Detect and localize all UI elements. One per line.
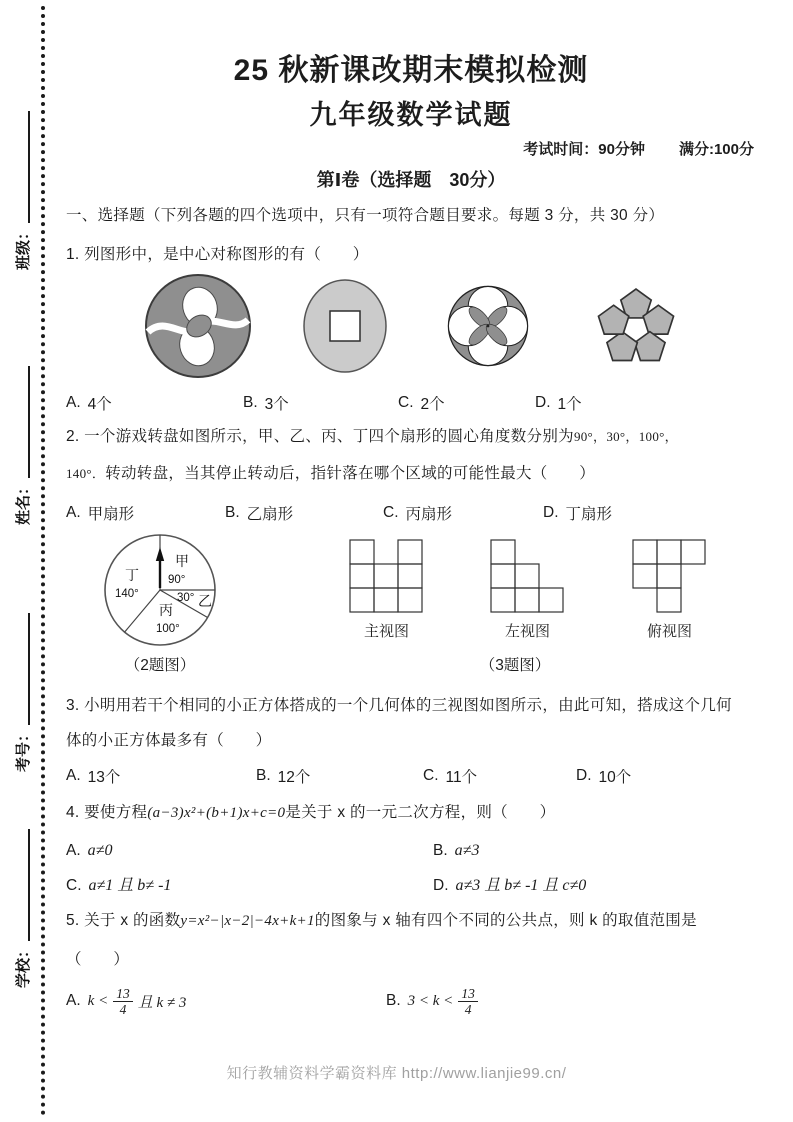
top-view-label: 俯视图 — [646, 623, 692, 640]
seal-field-class-label: 班级： — [15, 224, 32, 270]
q3-option-d: D. 10个 — [576, 767, 632, 786]
full-score: 满分:100分 — [678, 141, 754, 158]
q1-stem: 1. 列图形中，是中心对称图形的有（ ） — [66, 246, 369, 263]
sector-jia-angle: 90° — [168, 574, 186, 586]
q5-options — [66, 981, 756, 1021]
q3-option-a: A. 13个 — [66, 767, 121, 786]
figure-coin — [303, 279, 387, 373]
q1-figures — [66, 270, 756, 382]
seal-field-examno-label: 考号： — [15, 726, 32, 772]
q3-option-b: B. 12个 — [256, 767, 311, 786]
q2-figure-caption: （2题图） — [124, 657, 196, 674]
q1-options — [66, 392, 756, 414]
q3-options — [66, 765, 756, 787]
sector-bing-angle: 100° — [156, 623, 180, 635]
q4-options-row2 — [66, 874, 756, 897]
sector-jia-label: 甲 — [175, 553, 189, 569]
seal-dotted-line — [41, 6, 45, 1116]
exam-content — [66, 0, 756, 1021]
q4-stem: 4. 要使方程(a−3)x²+(b+1)x+c=0是关于 x 的一元二次方程，则（ ） — [66, 804, 556, 821]
section-heading: 第Ⅰ卷（选择题 30分） — [316, 170, 506, 190]
q3-stem-line2: 体的小正方体最多有（ ） — [66, 732, 272, 749]
q1-option-a: A. 4个 — [66, 394, 112, 413]
left-view-diagram — [490, 539, 565, 614]
sector-yi-label: 乙 — [198, 593, 212, 609]
seal-field-school — [12, 829, 33, 988]
q5-equation: y=x²−|x−2|−4x+k+1 — [180, 913, 315, 929]
q1-option-b: B. 3个 — [243, 394, 289, 413]
q3-stem-line1: 3. 小明用若干个相同的小正方体搭成的一个几何体的三视图如图所示，由此可知，搭成这个几何 — [66, 697, 732, 714]
figure-spinner — [95, 528, 225, 653]
sector-yi-angle: 30° — [177, 592, 195, 604]
name-blank-line — [15, 366, 30, 478]
q4-equation: (a−3)x²+(b+1)x+c=0 — [147, 805, 286, 821]
class-blank-line — [15, 111, 30, 223]
q2-option-b: B. 乙扇形 — [225, 504, 294, 523]
seal-field-class — [12, 111, 33, 270]
q4-option-d: D. a≠3 且 b≠ -1 且 c≠0 — [433, 877, 587, 894]
seal-field-name — [12, 366, 33, 525]
q1-option-d: D. 1个 — [535, 394, 582, 413]
figure-four-petals — [445, 279, 531, 373]
front-view-label: 主视图 — [363, 623, 409, 640]
figure-captions — [66, 653, 756, 677]
q5-option-a: A. k < $\frac{13}{4}$ 且 k ≠ 3 — [66, 985, 187, 1017]
exam-info-line — [66, 140, 756, 160]
q2-option-c: C. 丙扇形 — [383, 504, 453, 523]
q4-option-c: C. a≠1 且 b≠ -1 — [66, 877, 172, 894]
top-view-group — [632, 539, 707, 641]
q4-option-a: A. a≠0 — [66, 842, 113, 859]
figure-swirl-circle — [143, 270, 253, 382]
exam-subtitle: 九年级数学试题 — [309, 100, 513, 130]
front-view-group — [349, 539, 424, 641]
q5-paren: （ ） — [66, 951, 130, 968]
q3-figure-caption: （3题图） — [479, 657, 551, 674]
q3-option-c: C. 11个 — [423, 767, 478, 786]
seal-field-school-label: 学校： — [15, 942, 32, 988]
q4-option-b: B. a≠3 — [433, 842, 480, 859]
left-view-group — [490, 539, 565, 641]
q2-stem-line2: 140°．转动转盘，当其停止转动后，指针落在哪个区域的可能性最大（ ） — [66, 465, 596, 482]
q4-options-row1 — [66, 839, 756, 862]
exam-title: 25 秋新课改期末模拟检测 — [233, 54, 589, 87]
front-view-diagram — [349, 539, 424, 614]
left-view-label: 左视图 — [504, 623, 550, 640]
q2-q3-figures — [66, 528, 756, 653]
q2-stem-line1: 2. 一个游戏转盘如图所示，甲、乙、丙、丁四个扇形的圆心角度数分别为90°，30°，100°， — [66, 428, 678, 445]
top-view-diagram — [632, 539, 707, 614]
sector-ding-angle: 140° — [115, 588, 139, 600]
q2-options — [66, 502, 756, 524]
q2-option-a: A. 甲扇形 — [66, 504, 135, 523]
q5-optB-fraction: $\frac{13}{4}$ — [458, 986, 478, 1017]
section-intro: 一、选择题（下列各题的四个选项中，只有一项符合题目要求。每题 3 分，共 30 分） — [66, 207, 665, 224]
q5-stem: 5. 关于 x 的函数y=x²−|x−2|−4x+k+1的图象与 x 轴有四个不同的公共点，则 k 的取值范围是 — [66, 912, 697, 929]
school-blank-line — [15, 829, 30, 941]
q5-optA-fraction: $\frac{13}{4}$ — [113, 986, 133, 1017]
figure-pentagons — [594, 282, 678, 370]
q2-option-d: D. 丁扇形 — [543, 504, 613, 523]
q2-angles-math: 90°，30°，100°， — [573, 429, 678, 444]
sector-bing-label: 丙 — [159, 602, 173, 618]
q5-option-b: B. 3 < k < $\frac{13}{4}$ — [386, 986, 483, 1017]
exam-time: 考试时间：90分钟 — [523, 141, 645, 158]
q1-option-c: C. 2个 — [398, 394, 445, 413]
examno-blank-line — [15, 613, 30, 725]
seal-field-name-label: 姓名： — [15, 479, 32, 525]
sector-ding-label: 丁 — [125, 567, 139, 583]
footer-watermark: 知行教辅资料学霸资料库 http://www.lianjie99.cn/ — [226, 1065, 567, 1082]
seal-field-examno — [12, 613, 33, 772]
